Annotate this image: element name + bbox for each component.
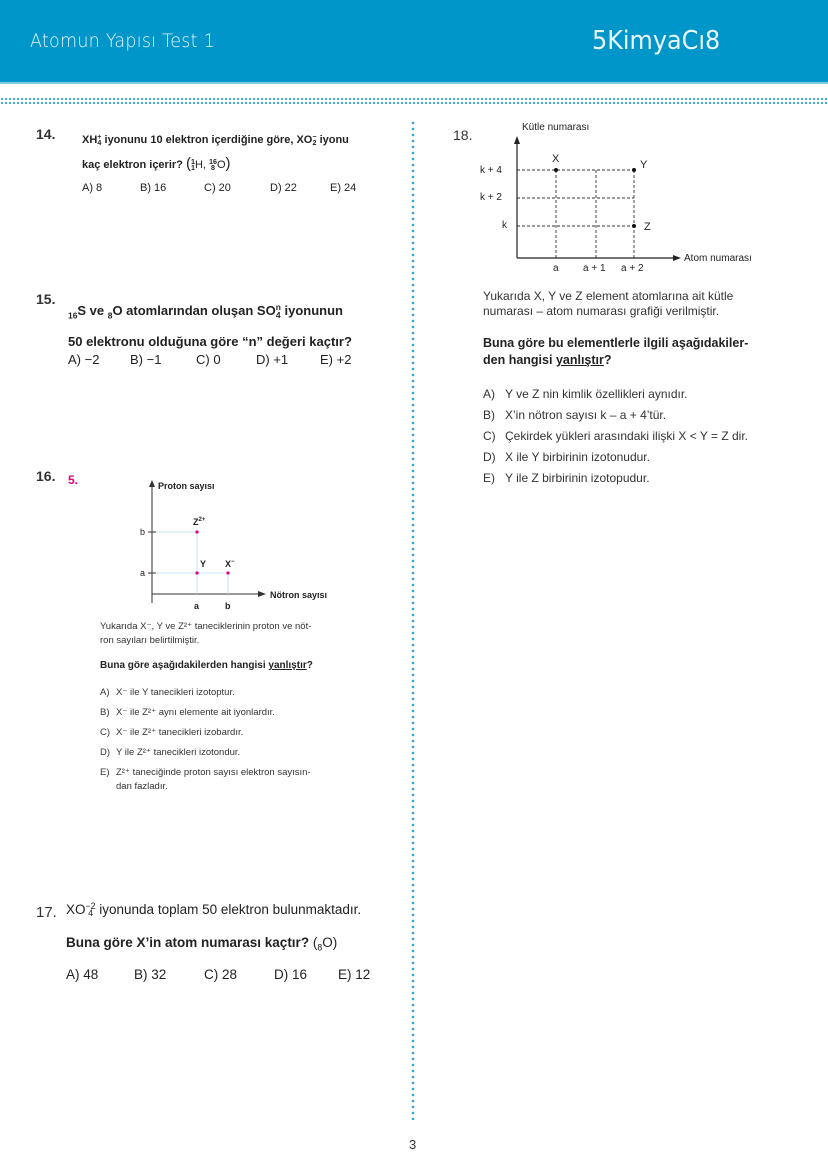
svg-text:Z2+: $Z^{2+}$	[193, 517, 206, 527]
svg-text:a: a	[140, 568, 146, 578]
question-18-number: 18.	[453, 127, 473, 143]
svg-text:X: X	[552, 153, 560, 165]
formula: XH	[82, 134, 98, 146]
question-16-description: Yukarıda X⁻, Y ve Z²⁺ taneciklerinin proton ve nöt- ron sayıları belirtilmiştir.	[100, 621, 312, 646]
svg-text:b: b	[140, 527, 146, 537]
question-14-options	[82, 182, 356, 194]
question-15-number: 15.	[36, 291, 56, 307]
option-b[interactable]: B) 16	[140, 182, 167, 194]
svg-text:k + 2: k + 2	[480, 192, 502, 203]
option-e[interactable]: E) 24	[330, 182, 357, 194]
svg-text:X−: X−	[225, 559, 235, 569]
svg-text:Y: Y	[640, 159, 648, 171]
option-c[interactable]: C) Çekirdek yükleri arasındaki ilişki X < Y = Z dir.	[483, 429, 748, 443]
option-e[interactable]: E) Z²⁺ taneciğinde proton sayısı elektron sayısın- dan fazladır.	[100, 767, 311, 792]
option-c[interactable]: C) 28	[204, 967, 238, 982]
question-14-number: 14.	[36, 126, 56, 142]
proton-neutron-chart	[130, 478, 360, 613]
option-b[interactable]: B) X⁻ ile Z²⁺ aynı elemente ait iyonlardır.	[100, 707, 275, 718]
option-d[interactable]: D) 22	[270, 182, 297, 194]
question-18-options	[483, 384, 803, 489]
question-16-prompt: Buna göre aşağıdakilerden hangisi yanlıştır?	[100, 660, 313, 671]
question-14-text: XH + 4 iyonunu 10 elektron içerdiğine göre, XO − 2 iyonu kaç elektron içerir? ( 1 1 H, 16 8 O)	[82, 132, 349, 173]
svg-text:k + 4: k + 4	[480, 165, 502, 176]
option-d[interactable]: D) 16	[274, 967, 308, 982]
svg-text:Kütle numarası: Kütle numarası	[522, 122, 590, 133]
brand-logo: 5KimyaCı8	[592, 26, 721, 56]
mass-atomic-number-chart	[470, 118, 780, 278]
page-number: 3	[409, 1137, 417, 1152]
svg-text:k: k	[502, 220, 507, 231]
option-d[interactable]: D) X ile Y birbirinin izotonudur.	[483, 450, 650, 464]
svg-text:Nötron sayısı: Nötron sayısı	[270, 590, 328, 600]
column-divider	[411, 120, 415, 1120]
option-b[interactable]: B) −1	[130, 352, 162, 367]
option-a[interactable]: A) 48	[66, 967, 99, 982]
test-title: Atomun Yapısı Test 1	[30, 30, 216, 52]
question-16-number: 16.	[36, 468, 56, 484]
option-c[interactable]: C) X⁻ ile Z²⁺ tanecikleri izobardır.	[100, 727, 244, 738]
question-17-options	[66, 967, 370, 982]
option-a[interactable]: A) X⁻ ile Y tanecikleri izotoptur.	[100, 687, 235, 698]
svg-text:Y: Y	[200, 559, 207, 569]
svg-text:a: a	[553, 263, 559, 274]
question-15-text: $_{16}$S ve $_8$O atomlarından oluşan SO n 4 iyonunun 50 elektronu olduğuna göre “n” değeri kaçtır?	[68, 301, 352, 349]
svg-text:b: b	[225, 601, 231, 611]
question-18-description: Yukarıda X, Y ve Z element atomlarına ait kütle numarası – atom numarası grafiği verilmiştir.	[483, 289, 734, 318]
svg-text:Atom numarası: Atom numarası	[684, 253, 752, 264]
option-c[interactable]: C) 20	[204, 182, 231, 194]
option-a[interactable]: A) 8	[82, 182, 103, 194]
option-e[interactable]: E) Y ile Z birbirinin izotopudur.	[483, 471, 650, 485]
svg-text:a + 1: a + 1	[583, 263, 606, 274]
option-d[interactable]: D) Y ile Z²⁺ tanecikleri izotondur.	[100, 747, 241, 758]
option-c[interactable]: C) 0	[196, 352, 221, 367]
svg-text:Z: Z	[644, 221, 651, 233]
question-15-options	[68, 352, 351, 367]
option-a[interactable]: A) Y ve Z nin kimlik özellikleri aynıdır.	[483, 387, 688, 401]
question-16-options	[100, 683, 390, 794]
option-e[interactable]: E) +2	[320, 352, 352, 367]
svg-text:a: a	[194, 601, 200, 611]
svg-text:a + 2: a + 2	[621, 263, 644, 274]
source-question-label: 5.	[68, 473, 79, 487]
dotted-divider	[0, 97, 828, 105]
question-18-prompt: Buna göre bu elementlerle ilgili aşağıdakiler- den hangisi yanlıştır?	[483, 336, 749, 367]
question-17-prompt: Buna göre X’in atom numarası kaçtır? $(_8O)$	[66, 935, 338, 953]
option-a[interactable]: A) −2	[68, 352, 100, 367]
option-d[interactable]: D) +1	[256, 352, 289, 367]
option-e[interactable]: E) 12	[338, 967, 371, 982]
question-17-text: XO −2 4 iyonunda toplam 50 elektron bulunmaktadır.	[66, 900, 362, 919]
option-b[interactable]: B) X’in nötron sayısı k – a + 4’tür.	[483, 408, 667, 422]
svg-text:Proton sayısı: Proton sayısı	[158, 481, 215, 491]
question-17-number: 17.	[36, 904, 57, 921]
option-b[interactable]: B) 32	[134, 967, 167, 982]
page-header	[0, 0, 828, 84]
